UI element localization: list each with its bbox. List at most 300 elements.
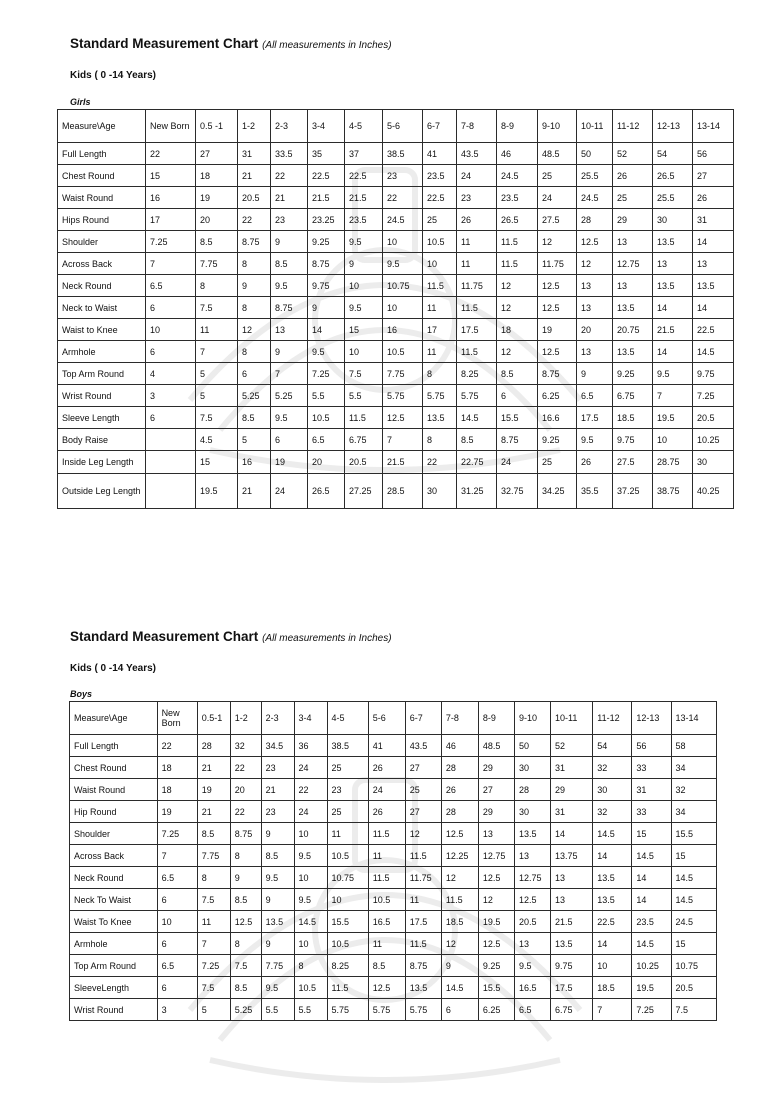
measurement-cell: 10 — [294, 867, 327, 889]
measurement-cell: 13 — [478, 823, 514, 845]
measurement-cell: 8.5 — [457, 429, 497, 451]
measurement-cell: 12 — [441, 867, 478, 889]
header-age-cell: 4-5 — [327, 702, 368, 735]
measurement-cell: 14.5 — [441, 977, 478, 999]
measurement-cell: 14.5 — [457, 407, 497, 429]
row-label-cell: Chest Round — [58, 165, 146, 187]
measurement-cell: 20.5 — [514, 911, 550, 933]
measurement-cell: 22.5 — [345, 165, 383, 187]
measurement-cell: 20 — [577, 319, 613, 341]
measurement-cell: 37 — [345, 143, 383, 165]
table-row — [70, 845, 717, 867]
measurement-cell: 6.5 — [514, 999, 550, 1021]
measurement-cell: 9.75 — [613, 429, 653, 451]
measurement-cell: 50 — [577, 143, 613, 165]
measurement-cell: 12.5 — [577, 231, 613, 253]
header-age-cell: 9-10 — [514, 702, 550, 735]
measurement-cell: 9 — [345, 253, 383, 275]
measurement-cell: 25 — [405, 779, 441, 801]
measurement-cell: 15 — [345, 319, 383, 341]
measurement-cell: 7.25 — [632, 999, 671, 1021]
measurement-cell: 41 — [423, 143, 457, 165]
boys-title-text: Standard Measurement Chart — [70, 629, 259, 644]
measurement-cell: 6.25 — [478, 999, 514, 1021]
row-label-cell: Full Length — [58, 143, 146, 165]
measurement-cell: 13.5 — [261, 911, 294, 933]
measurement-cell: 27.5 — [538, 209, 577, 231]
measurement-cell: 27 — [693, 165, 734, 187]
table-header-row — [70, 702, 717, 735]
measurement-cell: 37.25 — [613, 474, 653, 509]
measurement-cell: 14.5 — [632, 845, 671, 867]
header-age-cell: 12-13 — [653, 110, 693, 143]
measurement-cell: 13.5 — [613, 297, 653, 319]
measurement-cell: 13 — [551, 867, 593, 889]
table-row — [58, 143, 734, 165]
measurement-cell: 7.5 — [345, 363, 383, 385]
girls-title-text: Standard Measurement Chart — [70, 36, 259, 51]
measurement-cell: 7.5 — [196, 407, 238, 429]
measurement-cell: 15.5 — [478, 977, 514, 999]
measurement-cell: 40.25 — [693, 474, 734, 509]
measurement-cell: 7.25 — [146, 231, 196, 253]
measurement-cell: 25 — [327, 801, 368, 823]
measurement-cell: 5 — [197, 999, 230, 1021]
row-label-cell: Top Arm Round — [70, 955, 158, 977]
measurement-cell: 24 — [294, 801, 327, 823]
table-row — [58, 165, 734, 187]
measurement-cell: 22 — [146, 143, 196, 165]
measurement-cell: 14.5 — [693, 341, 734, 363]
measurement-cell: 24.5 — [577, 187, 613, 209]
header-age-cell: 7-8 — [457, 110, 497, 143]
measurement-cell: 29 — [478, 801, 514, 823]
measurement-cell: 26 — [368, 801, 405, 823]
header-age-cell: 3-4 — [294, 702, 327, 735]
measurement-cell: 13 — [693, 253, 734, 275]
measurement-cell: 14.5 — [294, 911, 327, 933]
measurement-cell: 15.5 — [497, 407, 538, 429]
measurement-cell: 12.5 — [478, 867, 514, 889]
measurement-cell: 24.5 — [671, 911, 716, 933]
measurement-cell: 9 — [441, 955, 478, 977]
measurement-cell: 22.5 — [693, 319, 734, 341]
measurement-cell: 11 — [457, 253, 497, 275]
measurement-cell: 10 — [593, 955, 632, 977]
measurement-cell: 15 — [632, 823, 671, 845]
measurement-cell: 28 — [514, 779, 550, 801]
measurement-cell: 7.5 — [671, 999, 716, 1021]
row-label-cell: Armhole — [70, 933, 158, 955]
header-age-cell: 3-4 — [308, 110, 345, 143]
measurement-cell: 26 — [368, 757, 405, 779]
measurement-cell: 8.5 — [368, 955, 405, 977]
measurement-cell: 8 — [238, 297, 271, 319]
measurement-cell: 24 — [497, 451, 538, 474]
measurement-cell: 20.5 — [238, 187, 271, 209]
header-age-cell: 5-6 — [383, 110, 423, 143]
table-row — [58, 451, 734, 474]
measurement-cell: 8.75 — [230, 823, 261, 845]
row-label-cell: Hip Round — [70, 801, 158, 823]
measurement-cell: 12 — [441, 933, 478, 955]
row-label-cell: Outside Leg Length — [58, 474, 146, 509]
table-row — [58, 253, 734, 275]
measurement-cell: 3 — [157, 999, 197, 1021]
measurement-cell: 25 — [327, 757, 368, 779]
measurement-cell: 5.5 — [261, 999, 294, 1021]
measurement-cell: 14 — [653, 297, 693, 319]
measurement-cell: 5.75 — [405, 999, 441, 1021]
measurement-cell: 8.5 — [238, 407, 271, 429]
measurement-cell: 3 — [146, 385, 196, 407]
measurement-cell: 23 — [271, 209, 308, 231]
header-age-cell: 11-12 — [593, 702, 632, 735]
measurement-cell: 10.75 — [383, 275, 423, 297]
measurement-cell: 7 — [157, 845, 197, 867]
measurement-cell: 38.75 — [653, 474, 693, 509]
measurement-cell: 19.5 — [478, 911, 514, 933]
measurement-cell: 17 — [146, 209, 196, 231]
measurement-cell: 20.75 — [613, 319, 653, 341]
measurement-cell: 13 — [613, 275, 653, 297]
row-label-cell: Wrist Round — [70, 999, 158, 1021]
measurement-cell: 13.5 — [653, 231, 693, 253]
measurement-cell: 13 — [577, 297, 613, 319]
measurement-cell: 29 — [478, 757, 514, 779]
measurement-cell: 34 — [671, 801, 716, 823]
measurement-cell: 7.25 — [197, 955, 230, 977]
header-age-cell: 10-11 — [551, 702, 593, 735]
table-row — [70, 889, 717, 911]
measurement-cell: 6.5 — [308, 429, 345, 451]
measurement-cell: 14 — [693, 231, 734, 253]
measurement-cell: 35 — [308, 143, 345, 165]
header-age-cell: 9-10 — [538, 110, 577, 143]
header-age-cell: 0.5-1 — [197, 702, 230, 735]
measurement-cell: 11.5 — [423, 275, 457, 297]
measurement-cell: 4 — [146, 363, 196, 385]
measurement-cell: 31 — [551, 801, 593, 823]
measurement-cell: 10.75 — [327, 867, 368, 889]
measurement-cell: 32 — [230, 735, 261, 757]
measurement-cell: 23 — [383, 165, 423, 187]
measurement-cell: 28 — [441, 757, 478, 779]
measurement-cell: 9.25 — [478, 955, 514, 977]
measurement-cell: 12.75 — [514, 867, 550, 889]
table-row — [70, 933, 717, 955]
measurement-cell: 7.75 — [197, 845, 230, 867]
measurement-cell: 16 — [146, 187, 196, 209]
measurement-cell: 8 — [423, 363, 457, 385]
measurement-cell: 27 — [405, 757, 441, 779]
measurement-cell: 28 — [441, 801, 478, 823]
row-label-cell: Waist Round — [70, 779, 158, 801]
table-row — [70, 735, 717, 757]
boys-title-note: (All measurements in Inches) — [262, 633, 392, 644]
measurement-cell: 14 — [593, 845, 632, 867]
measurement-cell: 9.5 — [261, 977, 294, 999]
measurement-cell: 30 — [693, 451, 734, 474]
measurement-cell: 11 — [368, 933, 405, 955]
measurement-cell: 31 — [693, 209, 734, 231]
header-age-cell: 13-14 — [693, 110, 734, 143]
measurement-cell: 38.5 — [383, 143, 423, 165]
measurement-cell: 13 — [653, 253, 693, 275]
boys-chart-title — [70, 629, 392, 644]
measurement-cell: 18.5 — [593, 977, 632, 999]
measurement-cell: 16.6 — [538, 407, 577, 429]
measurement-cell: 9 — [308, 297, 345, 319]
measurement-cell: 12.5 — [441, 823, 478, 845]
measurement-cell: 15 — [671, 933, 716, 955]
girls-group-label: Girls — [70, 97, 91, 107]
row-label-cell: Shoulder — [58, 231, 146, 253]
measurement-cell: 16.5 — [514, 977, 550, 999]
measurement-cell: 46 — [441, 735, 478, 757]
measurement-cell: 7.5 — [197, 889, 230, 911]
boys-measurement-table — [69, 701, 717, 1021]
measurement-cell: 13 — [514, 933, 550, 955]
measurement-cell: 38.5 — [327, 735, 368, 757]
row-label-cell: Neck Round — [58, 275, 146, 297]
table-row — [58, 385, 734, 407]
measurement-cell: 22.5 — [308, 165, 345, 187]
measurement-cell: 9.25 — [308, 231, 345, 253]
measurement-cell: 8 — [197, 867, 230, 889]
measurement-cell: 6.25 — [538, 385, 577, 407]
table-row — [70, 823, 717, 845]
measurement-cell: 20.5 — [693, 407, 734, 429]
measurement-cell: 14.5 — [671, 889, 716, 911]
measurement-cell: 13.5 — [593, 889, 632, 911]
measurement-cell: 9.5 — [345, 231, 383, 253]
boys-group-label: Boys — [70, 689, 93, 699]
measurement-cell: 17.5 — [551, 977, 593, 999]
measurement-cell: 10.5 — [368, 889, 405, 911]
girls-measurement-table — [57, 109, 734, 509]
measurement-cell: 9.75 — [308, 275, 345, 297]
measurement-cell: 5.25 — [230, 999, 261, 1021]
table-row — [70, 911, 717, 933]
measurement-cell: 5.75 — [423, 385, 457, 407]
measurement-cell: 14 — [693, 297, 734, 319]
measurement-cell: 12 — [497, 297, 538, 319]
row-label-cell: Neck to Waist — [58, 297, 146, 319]
measurement-cell: 14.5 — [671, 867, 716, 889]
measurement-cell: 48.5 — [478, 735, 514, 757]
measurement-cell: 13.5 — [693, 275, 734, 297]
measurement-cell: 23.5 — [345, 209, 383, 231]
measurement-cell: 7 — [383, 429, 423, 451]
measurement-cell: 6 — [146, 297, 196, 319]
row-label-cell: Shoulder — [70, 823, 158, 845]
measurement-cell: 36 — [294, 735, 327, 757]
measurement-cell: 23.5 — [497, 187, 538, 209]
measurement-cell: 14 — [653, 341, 693, 363]
table-row — [70, 955, 717, 977]
measurement-cell: 13.5 — [653, 275, 693, 297]
measurement-cell: 12 — [405, 823, 441, 845]
measurement-cell: 6 — [157, 933, 197, 955]
measurement-cell: 19 — [196, 187, 238, 209]
header-age-cell: 8-9 — [478, 702, 514, 735]
measurement-cell: 11 — [423, 297, 457, 319]
measurement-cell: 11.5 — [405, 845, 441, 867]
measurement-cell: 54 — [653, 143, 693, 165]
measurement-cell: 20.5 — [671, 977, 716, 999]
girls-subtitle: Kids ( 0 -14 Years) — [70, 70, 156, 81]
row-label-cell: Sleeve Length — [58, 407, 146, 429]
measurement-cell: 6 — [146, 407, 196, 429]
measurement-cell: 14.5 — [593, 823, 632, 845]
measurement-cell: 19.5 — [196, 474, 238, 509]
measurement-cell: 6 — [271, 429, 308, 451]
measurement-cell: 12 — [497, 341, 538, 363]
measurement-cell: 17.5 — [577, 407, 613, 429]
measurement-cell: 7.5 — [230, 955, 261, 977]
measurement-cell: 28.75 — [653, 451, 693, 474]
measurement-cell: 7 — [197, 933, 230, 955]
measurement-cell: 21 — [197, 801, 230, 823]
measurement-cell: 21 — [238, 165, 271, 187]
measurement-cell: 11.5 — [327, 977, 368, 999]
header-age-cell: 2-3 — [271, 110, 308, 143]
measurement-cell: 7 — [653, 385, 693, 407]
measurement-cell: 30 — [514, 801, 550, 823]
row-label-cell: Neck Round — [70, 867, 158, 889]
measurement-cell: 11.5 — [497, 231, 538, 253]
measurement-cell: 34 — [671, 757, 716, 779]
measurement-cell: 24 — [271, 474, 308, 509]
measurement-cell: 10.5 — [294, 977, 327, 999]
measurement-cell: 41 — [368, 735, 405, 757]
measurement-cell: 18 — [157, 779, 197, 801]
measurement-cell: 8.75 — [308, 253, 345, 275]
measurement-cell: 28 — [577, 209, 613, 231]
measurement-cell: 21 — [238, 474, 271, 509]
measurement-cell: 24 — [368, 779, 405, 801]
measurement-cell: 48.5 — [538, 143, 577, 165]
header-age-cell: 13-14 — [671, 702, 716, 735]
measurement-cell: 9 — [577, 363, 613, 385]
measurement-cell: 12.75 — [613, 253, 653, 275]
table-row — [70, 977, 717, 999]
measurement-cell: 21 — [271, 187, 308, 209]
measurement-cell: 12 — [577, 253, 613, 275]
header-age-cell: 5-6 — [368, 702, 405, 735]
measurement-cell: 25 — [538, 165, 577, 187]
measurement-cell: 12 — [238, 319, 271, 341]
measurement-cell: 5.75 — [327, 999, 368, 1021]
measurement-cell: 23.5 — [632, 911, 671, 933]
measurement-cell: 10 — [327, 889, 368, 911]
measurement-cell: 9.75 — [693, 363, 734, 385]
measurement-cell: 13 — [514, 845, 550, 867]
measurement-cell: 6.75 — [613, 385, 653, 407]
measurement-cell: 56 — [693, 143, 734, 165]
row-label-cell: Wrist Round — [58, 385, 146, 407]
measurement-cell: 22.5 — [593, 911, 632, 933]
measurement-cell: 25 — [613, 187, 653, 209]
measurement-cell: 12.5 — [230, 911, 261, 933]
measurement-cell: 8 — [230, 933, 261, 955]
measurement-cell: 27 — [478, 779, 514, 801]
measurement-cell: 19.5 — [653, 407, 693, 429]
measurement-cell: 9 — [238, 275, 271, 297]
measurement-cell: 25.5 — [577, 165, 613, 187]
header-age-cell: 6-7 — [405, 702, 441, 735]
measurement-cell: 11 — [197, 911, 230, 933]
measurement-cell: 23 — [457, 187, 497, 209]
measurement-cell: 10 — [345, 275, 383, 297]
measurement-cell: 32 — [593, 757, 632, 779]
measurement-cell: 7 — [196, 341, 238, 363]
row-label-cell: Neck To Waist — [70, 889, 158, 911]
header-age-cell: 10-11 — [577, 110, 613, 143]
measurement-cell: 14 — [551, 823, 593, 845]
boys-subtitle: Kids ( 0 -14 Years) — [70, 663, 156, 674]
header-age-cell: 6-7 — [423, 110, 457, 143]
measurement-cell: 9 — [230, 867, 261, 889]
measurement-cell: 10 — [423, 253, 457, 275]
measurement-cell: 9 — [261, 823, 294, 845]
header-age-cell: New Born — [157, 702, 197, 735]
measurement-cell: 9.5 — [653, 363, 693, 385]
measurement-cell: 10 — [146, 319, 196, 341]
measurement-cell: 22 — [157, 735, 197, 757]
measurement-cell: 21 — [197, 757, 230, 779]
measurement-cell: 9.5 — [271, 275, 308, 297]
measurement-cell: 16.5 — [368, 911, 405, 933]
measurement-cell: 8.5 — [271, 253, 308, 275]
measurement-cell: 5 — [196, 385, 238, 407]
measurement-cell: 33 — [632, 801, 671, 823]
measurement-cell: 5.5 — [345, 385, 383, 407]
measurement-cell: 11 — [327, 823, 368, 845]
measurement-cell: 13 — [577, 275, 613, 297]
measurement-cell: 9.5 — [294, 845, 327, 867]
measurement-cell: 43.5 — [457, 143, 497, 165]
measurement-cell: 24 — [294, 757, 327, 779]
measurement-cell: 7.25 — [157, 823, 197, 845]
measurement-cell: 15 — [196, 451, 238, 474]
measurement-cell: 9.5 — [308, 341, 345, 363]
measurement-cell — [146, 451, 196, 474]
measurement-cell: 18 — [497, 319, 538, 341]
measurement-cell: 24.5 — [383, 209, 423, 231]
measurement-cell: 5.75 — [457, 385, 497, 407]
measurement-cell: 13.5 — [423, 407, 457, 429]
measurement-cell: 7 — [593, 999, 632, 1021]
measurement-cell: 10 — [383, 297, 423, 319]
measurement-cell: 22 — [230, 757, 261, 779]
measurement-cell: 10.5 — [423, 231, 457, 253]
measurement-cell: 23.25 — [308, 209, 345, 231]
measurement-cell: 11.5 — [405, 933, 441, 955]
table-row — [58, 429, 734, 451]
measurement-cell: 5.5 — [308, 385, 345, 407]
measurement-cell: 10.25 — [693, 429, 734, 451]
measurement-cell: 7.75 — [261, 955, 294, 977]
table-row — [58, 231, 734, 253]
table-row — [58, 407, 734, 429]
measurement-cell: 11.5 — [457, 341, 497, 363]
measurement-cell — [146, 429, 196, 451]
measurement-cell: 9.5 — [577, 429, 613, 451]
measurement-cell: 9 — [271, 341, 308, 363]
measurement-cell: 19 — [157, 801, 197, 823]
